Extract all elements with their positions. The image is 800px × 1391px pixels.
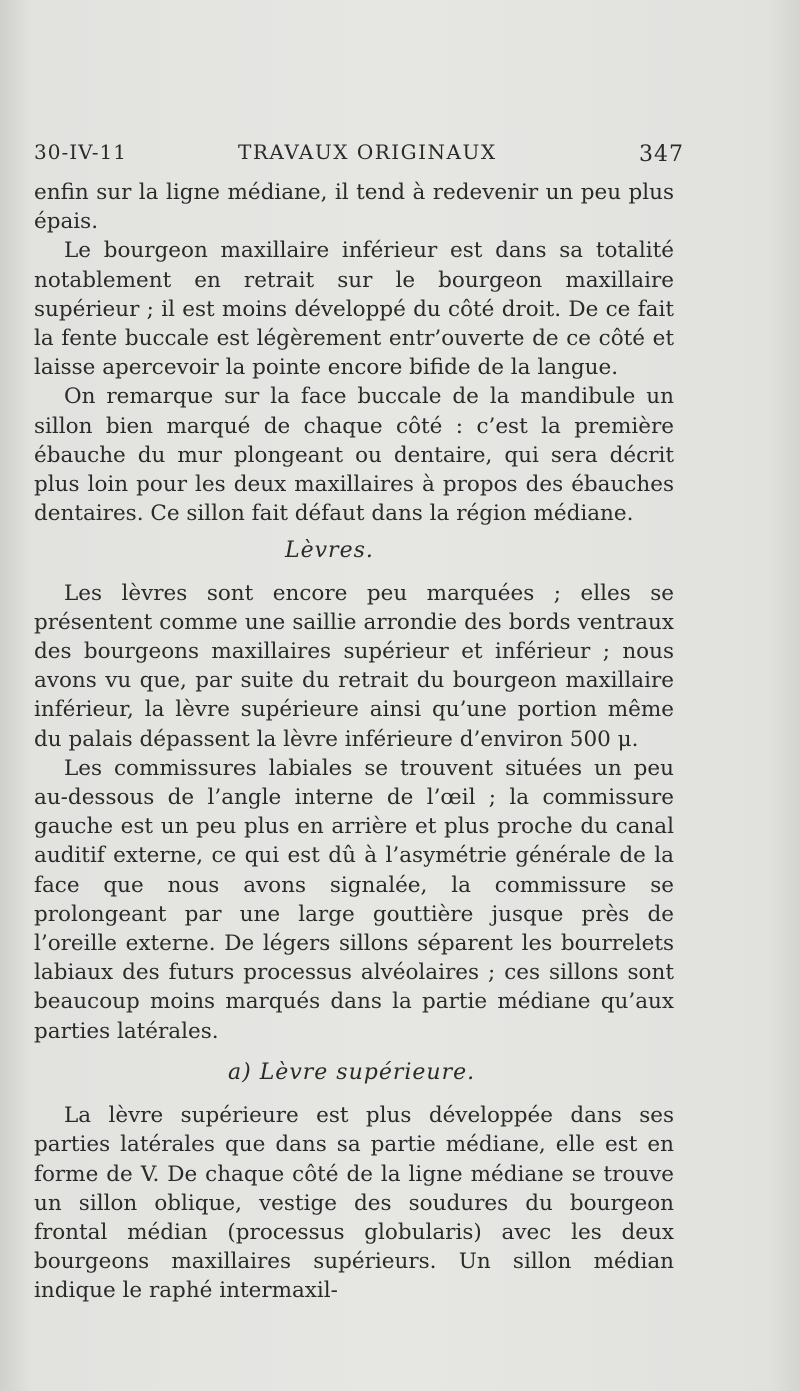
paragraph-1: enfin sur la ligne médiane, il tend à redevenir un peu plus épais. <box>34 180 674 235</box>
section-heading-levres: Lèvres. <box>285 538 374 564</box>
body-text <box>34 178 674 1306</box>
page-number: 347 <box>639 142 684 167</box>
running-head <box>34 140 684 170</box>
paragraph-2: Le bourgeon maxillaire inférieur est dans sa totalité notablement en retrait sur le bourgeon maxillaire supérieur ; il est moins développé du côté droit. De ce fait la fente buccale est légèrement entr’ouverte de ce côté et laisse apercevoir la pointe encore bifide de la langue. <box>34 238 674 381</box>
paragraph-4: Les lèvres sont encore peu marquées ; elles se présentent comme une saillie arrondie des bords ventraux des bourgeons maxillaires supérieur et inférieur ; nous avons vu que, par suite du retrait du bourgeon maxillaire inférieur, la lèvre supérieure ainsi qu’une portion même du palais dépassent la lèvre inférieure d’environ 500 μ. <box>34 580 674 752</box>
paragraph-5: Les commissures labiales se trouvent situées un peu au-dessous de l’angle interne de l’œil ; la commissure gauche est un peu plus en arrière et plus proche du canal auditif externe, ce qui est dû à l’asymétrie générale de la face que nous avons signalée, la commissure se prolongeant par une large gouttière jusque près de l’oreille externe. De légers sillons séparent les bourrelets labiaux des futurs processus alvéolaires ; ces sillons sont beaucoup moins marqués dans la partie médiane qu’aux parties latérales. <box>34 755 674 1044</box>
header-title: TRAVAUX ORIGINAUX <box>238 140 497 164</box>
paragraph-6: La lèvre supérieure est plus développée dans ses parties latérales que dans sa partie médiane, elle est en forme de V. De chaque côté de la ligne médiane se trouve un sillon oblique, vestige des soudures du bourgeon frontal médian (processus globularis) avec les deux bourgeons maxillaires supérieurs. Un sillon médian indique le raphé intermaxil- <box>34 1103 674 1304</box>
paragraph-3: On remarque sur la face buccale de la mandibule un sillon bien marqué de chaque côté : c’est la première ébauche du mur plongeant ou dentaire, qui sera décrit plus loin pour les deux maxillaires à propos des ébauches dentaires. Ce sillon fait défaut dans la région médiane. <box>34 384 674 527</box>
section-heading-levre-superieure: a) Lèvre supérieure. <box>228 1059 476 1085</box>
header-date: 30-IV-11 <box>34 140 127 164</box>
